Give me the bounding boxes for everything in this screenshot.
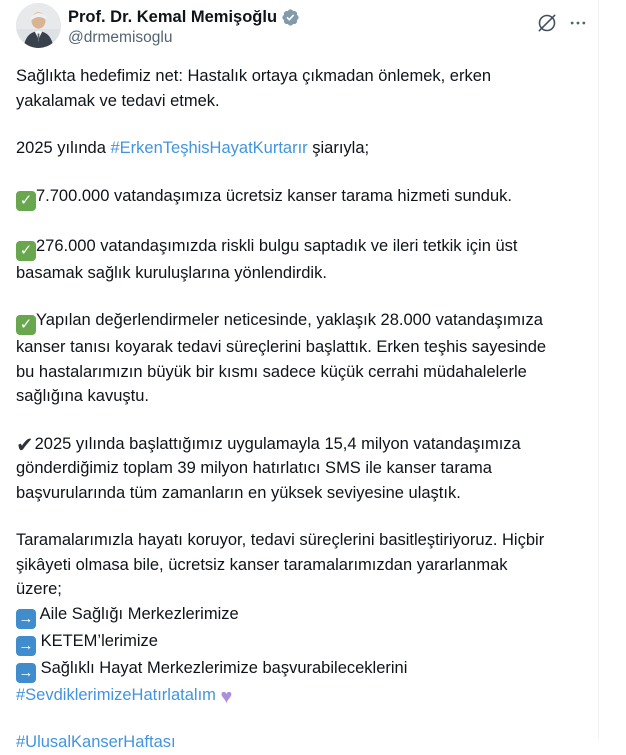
- text-run: başvurularında tüm zamanların en yüksek seviyesine ulaştık.: [16, 483, 461, 502]
- tweet-text-paragraph: [16, 528, 594, 707]
- check-green-emoji: ✓: [16, 241, 36, 261]
- text-run: Taramalarımızla hayatı koruyor, tedavi süreçlerini basitleştiriyoruz. Hiçbir: [16, 531, 545, 549]
- text-run: Aile Sağlığı Merkezlerimize: [36, 604, 239, 623]
- hashtag-link[interactable]: #SevdiklerimizeHatırlatalım: [16, 685, 216, 704]
- avatar[interactable]: [16, 3, 61, 48]
- user-handle[interactable]: @drmemisoglu: [68, 29, 173, 46]
- grok-icon: [536, 12, 558, 34]
- text-run: KETEM’lerimize: [36, 631, 158, 650]
- check-green-emoji: ✓: [16, 191, 36, 211]
- text-run: 2025 yılında: [16, 139, 111, 157]
- tweet-text-paragraph: [16, 234, 594, 286]
- check-black-emoji: ✔: [16, 433, 34, 457]
- text-run: Sağlıklı Hayat Merkezlerimize başvurabileceklerini: [36, 658, 408, 677]
- text-run: 2025 yılında başlattığımız uygulamayla 15,4 milyon vatandaşımıza: [34, 434, 521, 453]
- arrow-right-emoji: →: [16, 609, 36, 629]
- text-run: yakalamak ve tedavi etmek.: [16, 91, 220, 110]
- arrow-right-emoji: →: [16, 636, 36, 656]
- tweet-text-paragraph: [16, 136, 594, 161]
- text-run: 7.700.000 vatandaşımıza ücretsiz kanser tarama hizmeti sunduk.: [36, 186, 512, 205]
- text-run: üzere;: [16, 580, 62, 598]
- user-name-block: [68, 7, 300, 48]
- more-button[interactable]: [568, 13, 588, 33]
- arrow-right-emoji: →: [16, 663, 36, 683]
- text-run: şiarıyla;: [307, 139, 370, 157]
- text-run: 276.000 vatandaşımızda riskli bulgu saptadık ve ileri tetkik için üst: [36, 236, 518, 255]
- text-run: basamak sağlık kuruluşlarına yönlendirdik.: [16, 263, 327, 282]
- verified-badge-icon: [281, 8, 300, 27]
- text-run: Sağlıkta hedefimiz net: Hastalık ortaya çıkmadan önlemek, erken: [16, 67, 492, 85]
- text-run: sağlığına kavuştu.: [16, 387, 149, 405]
- hashtag-link[interactable]: #ErkenTeşhisHayatKurtarır: [110, 139, 308, 157]
- text-run: Yapılan değerlendirmeler neticesinde, yaklaşık 28.000 vatandaşımıza: [36, 311, 543, 329]
- tweet-text-paragraph: [16, 432, 594, 506]
- text-run: kanser tanısı koyarak tedavi süreçlerini başlattık. Erken teşhis sayesinde: [16, 338, 547, 356]
- tweet-text-paragraph: [16, 64, 594, 113]
- grok-button[interactable]: [536, 12, 558, 34]
- text-run: gönderdiğimiz toplam 39 milyon hatırlatıcı SMS ile kanser tarama: [16, 459, 492, 477]
- header-actions: [536, 12, 588, 34]
- hashtag-link[interactable]: #UlusalKanserHaftası: [16, 733, 176, 751]
- check-green-emoji: ✓: [16, 315, 36, 335]
- tweet-text: [16, 64, 594, 755]
- purple-heart-emoji: ♥: [220, 685, 233, 708]
- display-name[interactable]: Prof. Dr. Kemal Memişoğlu: [68, 8, 278, 26]
- text-run: bu hastalarımızın büyük bir kısmı sadece küçük cerrahi müdahalelerle: [16, 362, 527, 381]
- text-run: şikâyeti olmasa bile, ücretsiz kanser taramalarımızdan yararlanmak: [16, 555, 508, 574]
- tweet-text-paragraph: [16, 730, 594, 755]
- tweet-text-paragraph: [16, 184, 594, 211]
- ellipsis-icon: [568, 13, 588, 33]
- tweet-text-paragraph: [16, 308, 594, 409]
- avatar-photo: [16, 3, 61, 48]
